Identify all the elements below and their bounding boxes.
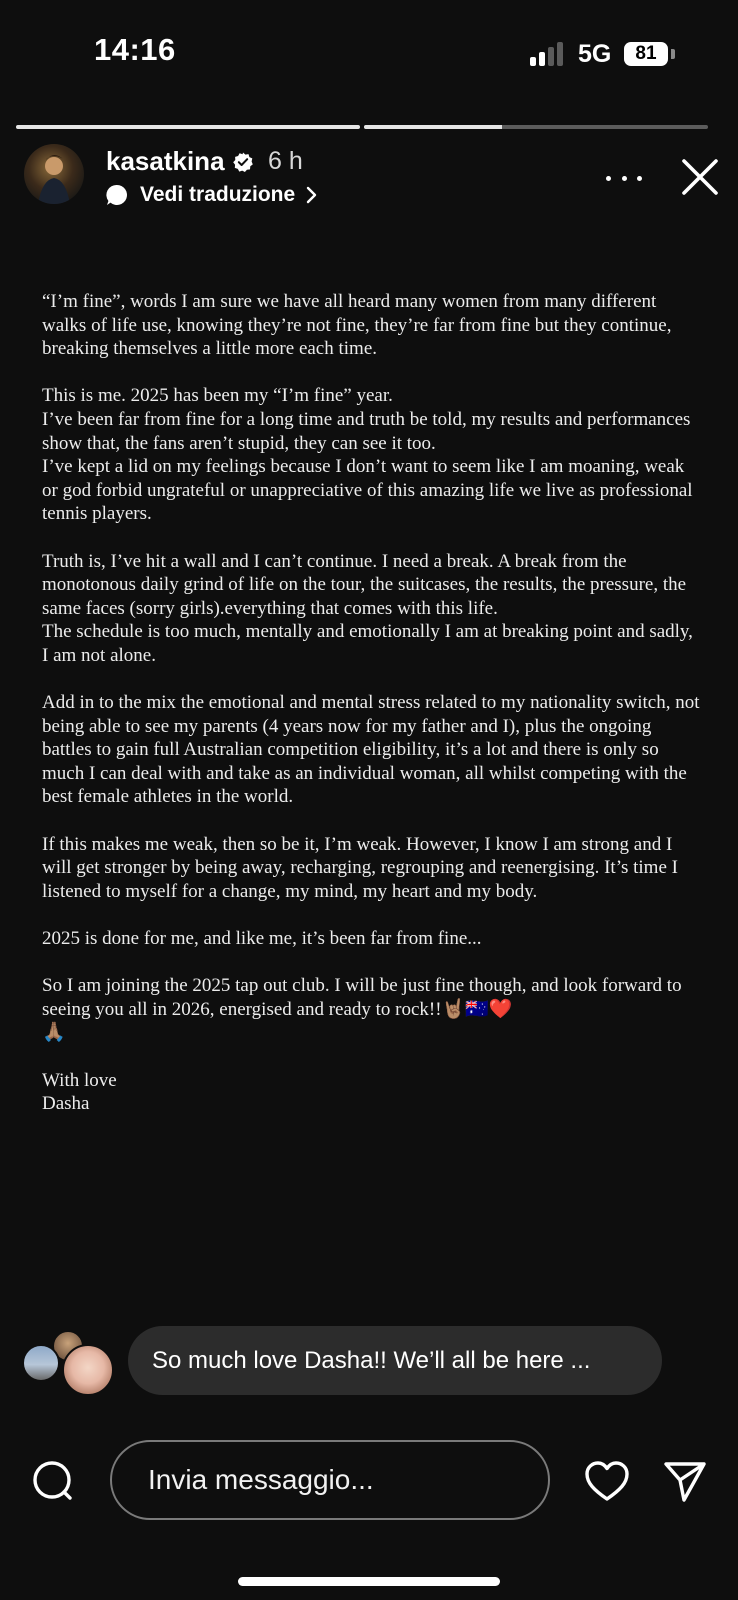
reactor-avatars <box>22 1330 122 1410</box>
story-paragraph: This is me. 2025 has been my “I’m fine” year. I’ve been far from fine for a long time and truth be told, my results and performances show that, the fans aren’t stupid, they can see it too. I’ve kept a lid on my feelings because I don’t want to seem like I am moaning, weak or god forbid ungrateful or unappreciative of this amazing life we live as professional tennis players. <box>42 385 693 525</box>
reactor-avatar <box>22 1344 60 1382</box>
story-progress-2 <box>364 125 708 129</box>
story-text-card <box>42 290 705 1139</box>
profile-avatar[interactable] <box>24 144 84 204</box>
reactor-avatar <box>62 1344 114 1396</box>
story-paragraph: If this makes me weak, then so be it, I’m weak. However, I know I am strong and I will get stronger by being away, recharging, regrouping and reenergising. It’s time I listened to myself for a change, my mind, my heart and my body. <box>42 833 683 902</box>
network-label: 5G <box>578 40 612 68</box>
close-icon[interactable] <box>680 157 720 197</box>
home-indicator <box>238 1577 500 1586</box>
story-paragraph: 2025 is done for me, and like me, it’s been far from fine... <box>42 928 482 950</box>
signal-strength-icon <box>530 42 570 66</box>
battery-cap <box>671 49 675 59</box>
status-time: 14:16 <box>94 32 176 67</box>
story-paragraph: Truth is, I’ve hit a wall and I can’t continue. I need a break. A break from the monotonous daily grind of life on the tour, the suitcases, the results, the pressure, the same faces (sorry girls).everything that comes with this life. The schedule is too much, mentally and emotionally I am at breaking point and sadly, I am not alone. <box>42 550 693 666</box>
post-time: 6 h <box>268 147 303 175</box>
story-paragraph: Add in to the mix the emotional and mental stress related to my nationality switch, not being able to see my parents (4 years now for my father and I), plus the ongoing battles to gain full Australian competition eligibility, it’s a lot and there is only so much I can deal with and take as an individual woman, all whilst competing with the best female athletes in the world. <box>42 692 705 808</box>
chevron-right-icon <box>305 186 317 204</box>
heart-icon[interactable] <box>584 1460 630 1502</box>
reply-message-bubble[interactable]: So much love Dasha!! We’ll all be here ... <box>128 1326 662 1395</box>
story-paragraph: “I’m fine”, words I am sure we have all heard many women from many different walks of life use, knowing they’re not fine, they’re far from fine but they continue, breaking themselves a little more each time. <box>42 291 677 360</box>
translate-bubble-icon <box>106 184 128 206</box>
verified-badge-icon <box>233 152 253 172</box>
story-paragraph: With love Dasha <box>42 1069 117 1115</box>
story-progress-1 <box>16 125 360 129</box>
more-dots-icon <box>606 176 611 181</box>
username[interactable]: kasatkina <box>106 146 225 176</box>
story-paragraph: So I am joining the 2025 tap out club. I will be just fine though, and look forward to seeing you all in 2026, energised and ready to rock!!🤘🏽🇦🇺❤️ 🙏🏽 <box>42 975 682 1044</box>
see-translation-label: Vedi traduzione <box>140 183 296 206</box>
more-options-button[interactable] <box>606 160 642 196</box>
send-message-input[interactable] <box>110 1440 550 1520</box>
battery-icon: 81 <box>624 42 668 66</box>
camera-icon[interactable] <box>30 1458 76 1504</box>
see-translation-button[interactable] <box>106 180 317 210</box>
send-icon[interactable] <box>662 1458 708 1504</box>
